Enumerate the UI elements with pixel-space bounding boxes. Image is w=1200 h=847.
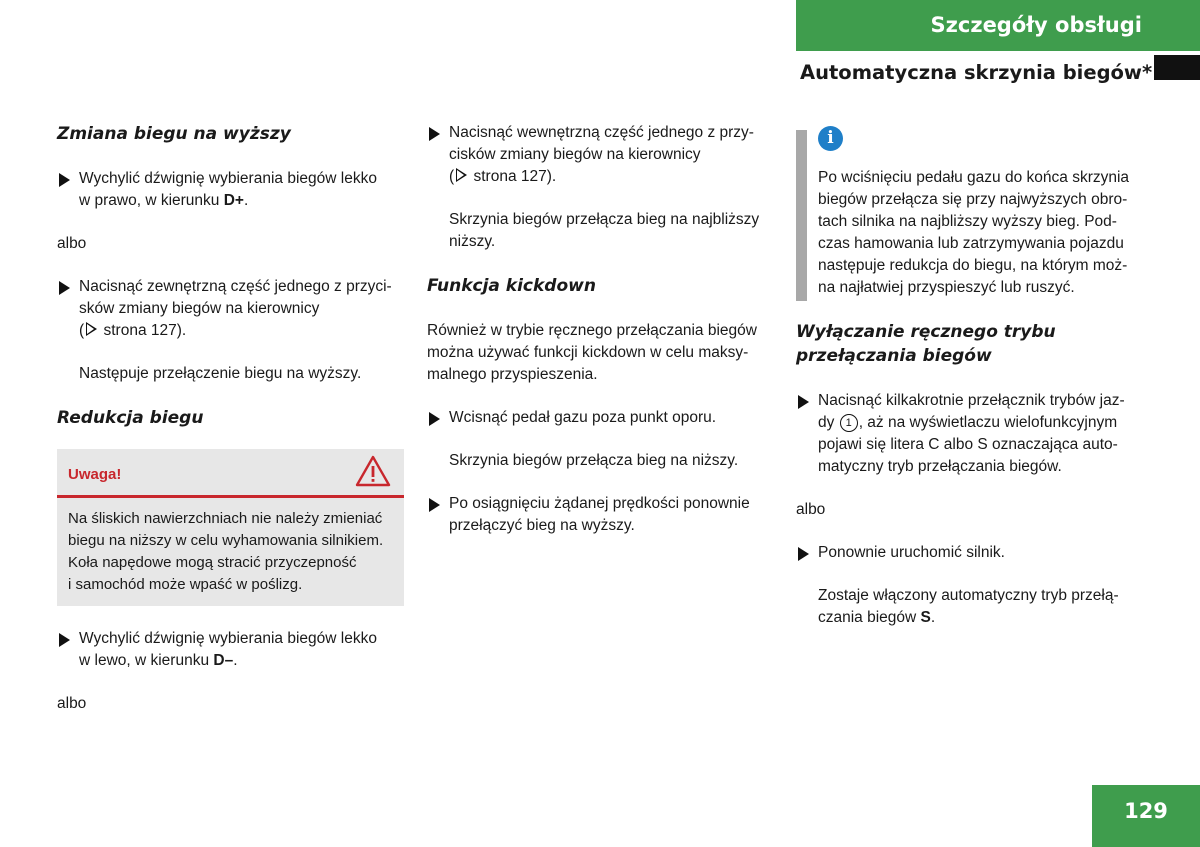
info-line: Po wciśnięciu pedału gazu do końca skrzynia	[818, 169, 1130, 186]
step-line: Wychylić dźwignię wybierania biegów lekko	[79, 630, 377, 647]
albo-text: albo	[796, 501, 826, 518]
heading-upshift: Zmiana biegu na wyższy	[57, 124, 291, 144]
result-text	[796, 585, 1144, 629]
result-line: Skrzynia biegów przełącza bieg na najbliższy	[449, 211, 760, 228]
info-line: na najłatwiej przyspieszyć lub ruszyć.	[818, 279, 1075, 296]
step-mode-switch	[796, 390, 1144, 478]
step-arrow-icon	[798, 547, 809, 561]
info-icon: i	[818, 126, 843, 151]
reference-arrow-icon	[86, 322, 97, 336]
step-line	[449, 166, 775, 188]
warning-body	[57, 498, 404, 606]
section-title: Szczegóły obsługi	[930, 13, 1142, 37]
info-note	[796, 126, 1144, 299]
step-line: matyczny tryb przełączania biegów.	[818, 458, 1062, 475]
step-arrow-icon	[59, 633, 70, 647]
reference-arrow-icon	[456, 168, 467, 182]
step-line: sków zmiany biegów na kierownicy	[79, 300, 320, 317]
column-1	[57, 122, 404, 715]
step-line: Nacisnąć kilkakrotnie przełącznik trybów jaz-	[818, 392, 1125, 409]
result-text-part: .	[930, 609, 936, 626]
step-text: (	[449, 168, 455, 185]
step-arrow-icon	[429, 127, 440, 141]
page-reference-link[interactable]: strona 127).	[473, 168, 557, 185]
step-arrow-icon	[59, 281, 70, 295]
info-line: tach silnika na najbliższy wyższy bieg. Pod-	[818, 213, 1117, 230]
step-line: Wcisnąć pedał gazu poza punkt oporu.	[449, 409, 717, 426]
warning-title: Uwaga!	[68, 466, 122, 483]
step-arrow-icon	[798, 395, 809, 409]
column-2	[427, 122, 775, 537]
step-arrow-icon	[429, 498, 440, 512]
callout-number-icon: 1	[840, 414, 858, 432]
albo-text: albo	[57, 695, 87, 712]
paragraph-line: można używać funkcji kickdown w celu maksy-	[427, 344, 749, 361]
result-line	[818, 607, 1144, 629]
warning-header	[57, 449, 404, 498]
heading-line: przełączania biegów	[796, 346, 992, 366]
result-line: Zostaje włączony automatyczny tryb przełą-	[818, 587, 1119, 604]
warning-line: Koła napędowe mogą stracić przyczepność	[68, 554, 357, 571]
step-arrow-icon	[429, 412, 440, 426]
step-upshift-lever	[57, 168, 404, 212]
info-bar	[796, 130, 807, 301]
step-line: Nacisnąć zewnętrzną część jednego z przyci-	[79, 278, 392, 295]
warning-line: Na śliskich nawierzchniach nie należy zmieniać	[68, 510, 383, 527]
step-kickdown-upshift	[427, 493, 775, 537]
section-tab	[796, 0, 1200, 51]
step-text: dy	[818, 414, 839, 431]
step-text: (	[79, 322, 85, 339]
warning-box	[57, 449, 404, 606]
step-text: w prawo, w kierunku	[79, 192, 224, 209]
step-line: cisków zmiany biegów na kierownicy	[449, 146, 701, 163]
heading-line: Wyłączanie ręcznego trybu	[796, 322, 1056, 342]
step-line: Nacisnąć wewnętrzną część jednego z przy-	[449, 124, 754, 141]
warning-triangle-icon	[355, 455, 391, 487]
step-downshift-paddle	[427, 122, 775, 188]
step-kickdown-press	[427, 407, 775, 429]
step-downshift-lever	[57, 628, 404, 672]
heading-kickdown: Funkcja kickdown	[427, 276, 596, 296]
result-text: Następuje przełączenie biegu na wyższy.	[79, 365, 362, 382]
result-line: niższy.	[449, 233, 496, 250]
step-line: Po osiągnięciu żądanej prędkości ponownie	[449, 495, 750, 512]
step-line: Ponownie uruchomić silnik.	[818, 544, 1005, 561]
step-arrow-icon	[59, 173, 70, 187]
heading-downshift: Redukcja biegu	[57, 408, 204, 428]
info-line: następuje redukcja do biegu, na którym moż-	[818, 257, 1128, 274]
step-line: Wychylić dźwignię wybierania biegów lekko	[79, 170, 377, 187]
albo-text: albo	[57, 235, 87, 252]
info-line: biegów przełącza się przy najwyższych obro-	[818, 191, 1128, 208]
step-text: .	[233, 652, 238, 669]
chapter-marker	[1154, 55, 1200, 80]
step-line	[79, 190, 404, 212]
info-line: czas hamowania lub zatrzymywania pojazdu	[818, 235, 1124, 252]
warning-line: i samochód może wpaść w poślizg.	[68, 576, 303, 593]
step-text: w lewo, w kierunku	[79, 652, 214, 669]
paragraph-line: Również w trybie ręcznego przełączania biegów	[427, 322, 757, 339]
column-3	[796, 122, 1144, 629]
step-line: pojawi się litera C albo S oznaczająca auto-	[818, 436, 1118, 453]
gear-symbol: D+	[223, 192, 244, 209]
page-reference-link[interactable]: strona 127).	[103, 322, 187, 339]
step-upshift-paddle	[57, 276, 404, 342]
paragraph-line: malnego przyspieszenia.	[427, 366, 598, 383]
page-number: 129	[1092, 785, 1200, 847]
step-text: .	[243, 192, 249, 209]
chapter-title: Automatyczna skrzynia biegów*	[800, 61, 1153, 84]
step-line	[79, 650, 404, 672]
mode-symbol: S	[920, 609, 931, 626]
result-text-part: czania biegów	[818, 609, 921, 626]
step-line: przełączyć bieg na wyższy.	[449, 517, 635, 534]
gear-symbol: D–	[213, 652, 234, 669]
result-text	[427, 209, 775, 253]
step-line	[79, 320, 404, 342]
step-text: , aż na wyświetlaczu wielofunkcyjnym	[858, 414, 1118, 431]
heading-manual-off	[796, 320, 1144, 368]
result-text: Skrzynia biegów przełącza bieg na niższy.	[449, 452, 739, 469]
kickdown-paragraph	[427, 320, 775, 386]
step-line	[818, 412, 1144, 434]
warning-line: biegu na niższy w celu wyhamowania silnikiem.	[68, 532, 384, 549]
step-restart-engine	[796, 542, 1144, 564]
